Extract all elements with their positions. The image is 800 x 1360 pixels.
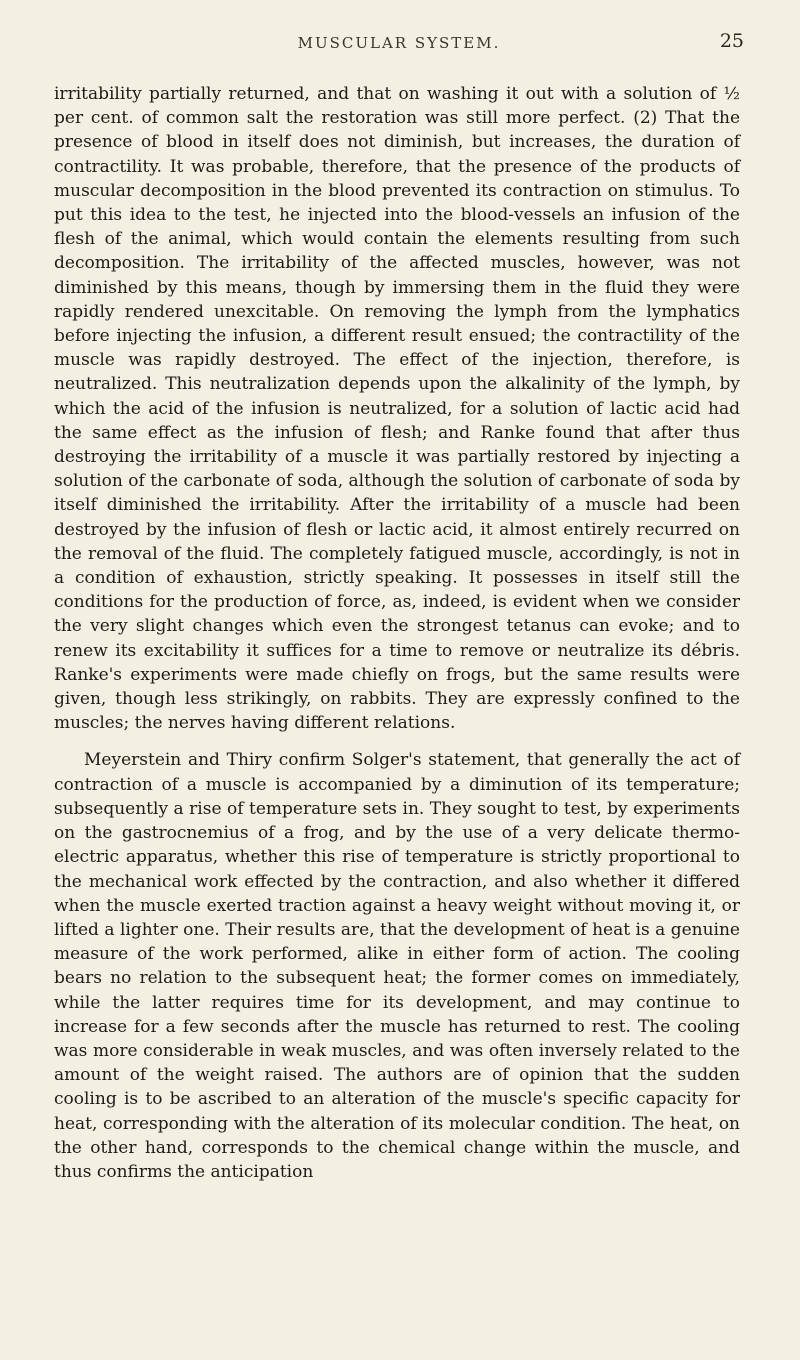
running-head xyxy=(54,30,744,60)
paragraph-1: irritability partially returned, and that on washing it out with a solution of ½ per cent. of common salt the restoration was still more perfect. (2) That the presence of blood in itself does not diminish, but increases, the duration of contractility. It was probable, therefore, that the presence of the products of muscular decomposition in the blood prevented its contraction on stimulus. To put this idea to the test, he injected into the blood-vessels an infusion of the flesh of the animal, which would contain the elements resulting from such decomposition. The irritability of the affected muscles, however, was not diminished by this means, though by immersing them in the fluid they were rapidly rendered unexcitable. On removing the lymph from the lymphatics before injecting the infusion, a different result ensued; the contractility of the muscle was rapidly destroyed. The effect of the injection, therefore, is neutralized. This neutralization depends upon the alkalinity of the lymph, by which the acid of the infusion is neutralized, for a solution of lactic acid had the same effect as the infusion of flesh; and Ranke found that after thus destroying the irritability of a muscle it was partially restored by injecting a solution of the carbonate of soda, although the solution of carbonate of soda by itself diminished the irritability. After the irritability of a muscle had been destroyed by the infusion of flesh or lactic acid, it almost entirely recurred on the removal of the fluid. The completely fatigued muscle, accordingly, is not in a condition of exhaustion, strictly speaking. It possesses in itself still the conditions for the production of force, as, indeed, is evident when we consider the very slight changes which even the strongest tetanus can evoke; and to renew its excitability it suffices for a time to remove or neutralize its débris. Ranke's experiments were made chiefly on frogs, but the same results were given, though less strikingly, on rabbits. They are expressly confined to the muscles; the nerves having different relations. xyxy=(54,84,740,734)
paragraph-2: Meyerstein and Thiry confirm Solger's statement, that generally the act of contraction of a muscle is accompanied by a diminution of its temperature; subsequently a rise of temperature sets in. They sought to test, by experiments on the gastrocnemius of a frog, and by the use of a very delicate thermo-electric apparatus, whether this rise of temperature is strictly proportional to the mechanical work effected by the contraction, and also whether it differed when the muscle exerted traction against a heavy weight without moving it, or lifted a lighter one. Their results are, that the development of heat is a genuine measure of the work performed, alike in either form of action. The cooling bears no relation to the subsequent heat; the former comes on immediately, while the latter requires time for its development, and may continue to increase for a few seconds after the muscle has returned to rest. The cooling was more considerable in weak muscles, and was often inversely related to the amount of the weight raised. The authors are of opinion that the sudden cooling is to be ascribed to an alteration of the muscle's specific capacity for heat, corresponding with the alteration of its molecular condition. The heat, on the other hand, corresponds to the chemical change within the muscle, and thus confirms the anticipation xyxy=(54,750,740,1182)
body-text xyxy=(54,82,740,1184)
running-title: MUSCULAR SYSTEM. xyxy=(297,34,501,52)
page-number: 25 xyxy=(719,30,744,52)
